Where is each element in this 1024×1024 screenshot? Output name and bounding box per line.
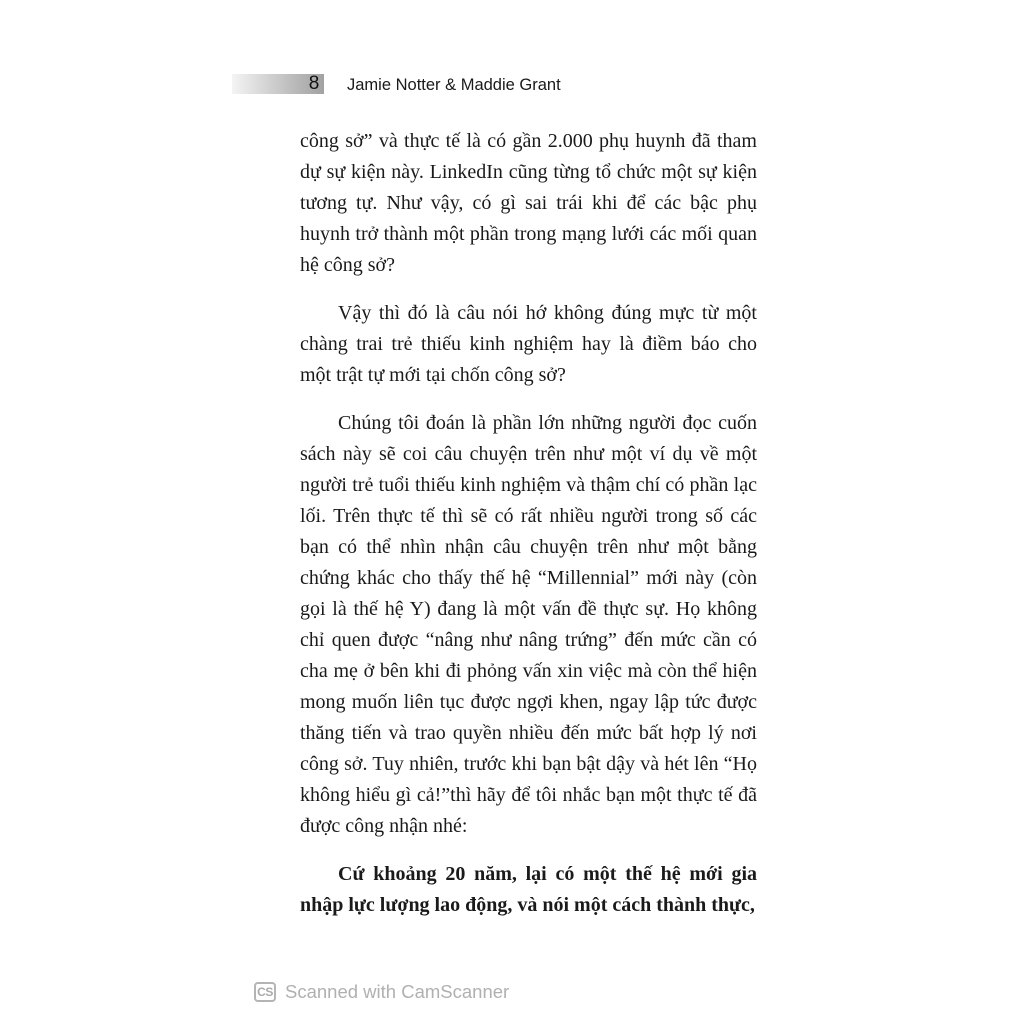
running-title: Jamie Notter & Maddie Grant xyxy=(347,76,561,94)
watermark-text: Scanned with CamScanner xyxy=(285,981,510,1002)
body-text xyxy=(300,126,757,938)
bold-paragraph: Cứ khoảng 20 năm, lại có một thế hệ mới gia nhập lực lượng lao động, và nói một cách thành thực, xyxy=(300,863,757,916)
page-header xyxy=(232,70,772,100)
paragraph: Chúng tôi đoán là phần lớn những người đọc cuốn sách này sẽ coi câu chuyện trên như một ví dụ về một người trẻ tuổi thiếu kinh nghiệm và thậm chí có phần lạc lối. Trên thực tế thì sẽ có rất nhiều người trong số các bạn có thể nhìn nhận câu chuyện trên như một bằng chứng khác cho thấy thế hệ “Millennial” mới này (còn gọi là thế hệ Y) đang là một vấn đề thực sự. Họ không chỉ quen được “nâng như nâng trứng” đến mức cần có cha mẹ ở bên khi đi phỏng vấn xin việc mà còn thể hiện mong muốn liên tục được ngợi khen, ngay lập tức được thăng tiến và trao quyền nhiều đến mức bất hợp lý nơi công sở. Tuy nhiên, trước khi bạn bật dậy và hét lên “Họ không hiểu gì cả!”thì hãy để tôi nhắc bạn một thực tế đã được công nhận nhé: xyxy=(300,412,757,837)
paragraph-continuation: công sở” và thực tế là có gần 2.000 phụ huynh đã tham dự sự kiện này. LinkedIn cũng từng tổ chức một sự kiện tương tự. Như vậy, có gì sai trái khi để các bậc phụ huynh trở thành một phần trong mạng lưới các mối quan hệ công sở? xyxy=(300,130,757,276)
camscanner-logo-icon: CS xyxy=(254,982,276,1002)
page-number: 8 xyxy=(308,73,320,94)
camscanner-watermark xyxy=(254,978,509,1006)
paragraph: Vậy thì đó là câu nói hớ không đúng mực từ một chàng trai trẻ thiếu kinh nghiệm hay là điềm báo cho một trật tự mới tại chốn công sở? xyxy=(300,302,757,386)
